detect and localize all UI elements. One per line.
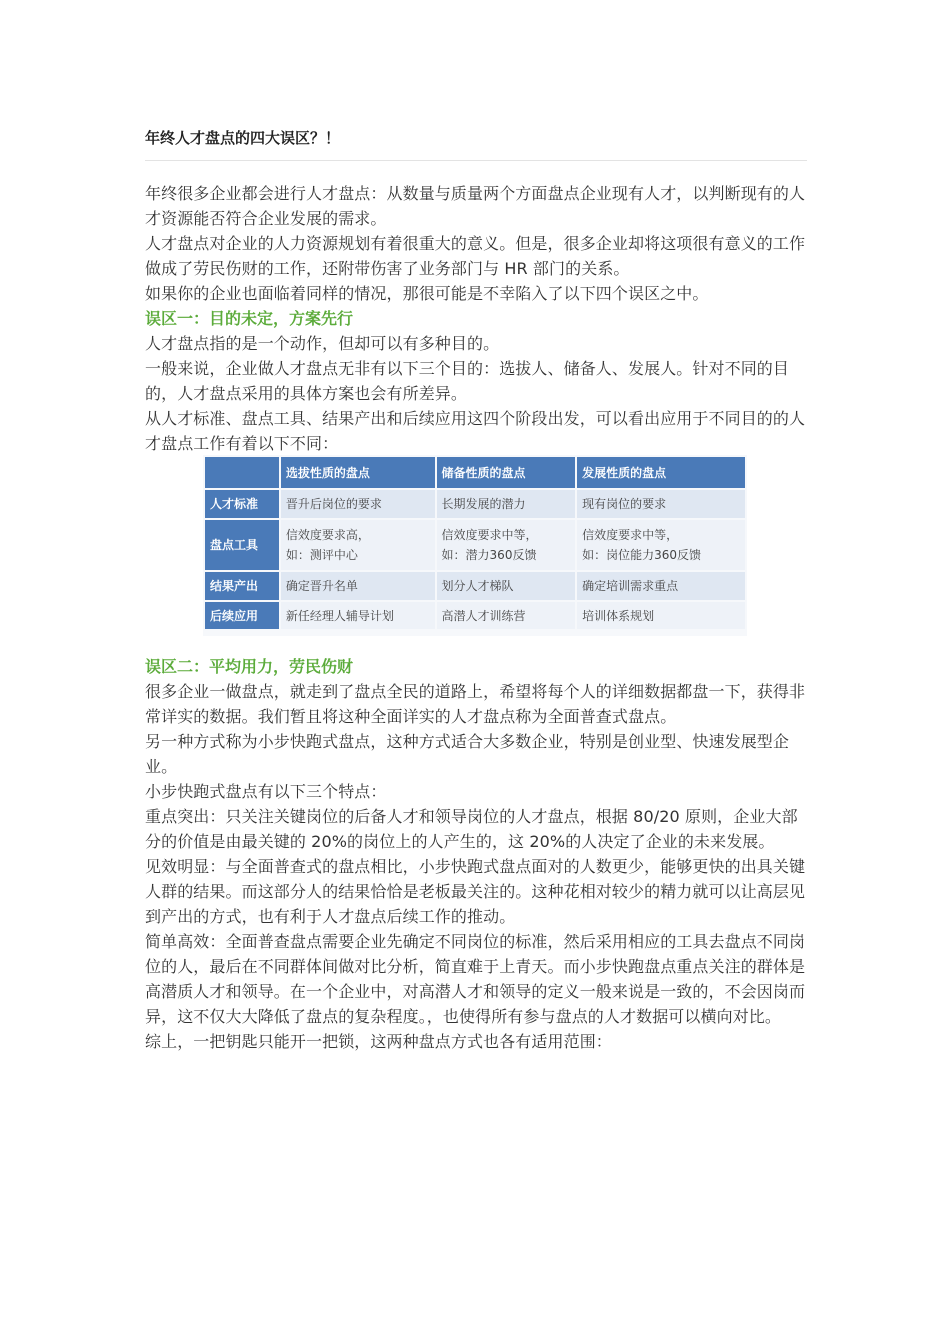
section2-heading: 误区二：平均用力，劳民伤财 — [145, 657, 354, 676]
table-cell — [577, 520, 745, 570]
cell-line: 信效度要求高， — [285, 528, 370, 542]
table-row — [205, 490, 745, 518]
comparison-table-image — [203, 455, 747, 636]
cell-line: 如：岗位能力360反馈 — [582, 548, 701, 562]
table-header: 发展性质的盘点 — [577, 457, 745, 488]
row-header: 人才标准 — [205, 490, 279, 518]
table-row — [205, 602, 745, 629]
row-header: 后续应用 — [205, 602, 279, 629]
title-divider — [145, 160, 807, 161]
table-row — [205, 572, 745, 600]
section2-paragraph: 小步快跑式盘点有以下三个特点： — [145, 782, 387, 801]
section1-paragraph: 一般来说，企业做人才盘点无非有以下三个目的：选拔人、储备人、发展人。针对不同的目的，人才盘点采用的具体方案也会有所差异。 — [145, 359, 790, 403]
table-cell: 现有岗位的要求 — [577, 490, 745, 518]
row-header: 结果产出 — [205, 572, 279, 600]
table-cell — [437, 520, 576, 570]
section2-paragraph: 综上，一把钥匙只能开一把锁，这两种盘点方式也各有适用范围： — [145, 1032, 612, 1051]
table-row — [205, 520, 745, 570]
row-header: 盘点工具 — [205, 520, 279, 570]
table-header: 选拔性质的盘点 — [281, 457, 435, 488]
table-cell: 培训体系规划 — [577, 602, 745, 629]
intro-paragraph: 如果你的企业也面临着同样的情况，那很可能是不幸陷入了以下四个误区之中。 — [145, 284, 709, 303]
section2-paragraph: 另一种方式称为小步快跑式盘点，这种方式适合大多数企业，特别是创业型、快速发展型企业。 — [145, 732, 790, 776]
cell-line: 如：潜力360反馈 — [441, 548, 537, 562]
section2-paragraph: 简单高效：全面普查盘点需要企业先确定不同岗位的标准，然后采用相应的工具去盘点不同岗位的人，最后在不同群体间做对比分析，简直难于上青天。而小步快跑盘点重点关注的群体是高潜质人才和领导。在一个企业中，对高潜人才和领导的定义一般来说是一致的，不会因岗而异，这不仅大大降低了盘点的复杂程度。，也使得所有参与盘点的人才数据可以横向对比。 — [145, 932, 806, 1026]
cell-line: 如：测评中心 — [285, 548, 358, 562]
table-header-corner — [205, 457, 279, 488]
section1-paragraph: 从人才标准、盘点工具、结果产出和后续应用这四个阶段出发，可以看出应用于不同目的的人才盘点工作有着以下不同： — [145, 409, 806, 453]
section1-heading: 误区一：目的未定，方案先行 — [145, 309, 354, 328]
section2-paragraph: 见效明显：与全面普查式的盘点相比，小步快跑式盘点面对的人数更少，能够更快的出具关键人群的结果。而这部分人的结果恰恰是老板最关注的。这种花相对较少的精力就可以让高层见到产出的方式，也有利于人才盘点后续工作的推动。 — [145, 857, 806, 926]
cell-line: 信效度要求中等， — [582, 528, 679, 542]
table-cell: 确定晋升名单 — [281, 572, 435, 600]
table-cell: 高潜人才训练营 — [437, 602, 576, 629]
section2-paragraph: 很多企业一做盘点，就走到了盘点全民的道路上，希望将每个人的详细数据都盘一下，获得非常详实的数据。我们暂且将这种全面详实的人才盘点称为全面普查式盘点。 — [145, 682, 806, 726]
intro-paragraph: 人才盘点对企业的人力资源规划有着很重大的意义。但是，很多企业却将这项很有意义的工作做成了劳民伤财的工作，还附带伤害了业务部门与 HR 部门的关系。 — [145, 234, 806, 278]
table-cell: 长期发展的潜力 — [437, 490, 576, 518]
table-cell: 划分人才梯队 — [437, 572, 576, 600]
section1-paragraph: 人才盘点指的是一个动作，但却可以有多种目的。 — [145, 334, 500, 353]
intro-paragraph: 年终很多企业都会进行人才盘点：从数量与质量两个方面盘点企业现有人才，以判断现有的人才资源能否符合企业发展的需求。 — [145, 184, 806, 228]
section2 — [145, 654, 807, 1054]
table-header: 储备性质的盘点 — [437, 457, 576, 488]
section2-paragraph: 重点突出：只关注关键岗位的后备人才和领导岗位的人才盘点，根据 80/20 原则，企业大部分的价值是由最关键的 20%的岗位上的人产生的，这 20%的人决定了企业的未来发展。 — [145, 807, 798, 851]
table-cell: 确定培训需求重点 — [577, 572, 745, 600]
page-title: 年终人才盘点的四大误区？！ — [145, 129, 341, 147]
comparison-table — [203, 455, 747, 631]
table-cell — [281, 520, 435, 570]
cell-line: 信效度要求中等， — [441, 528, 538, 542]
table-cell: 晋升后岗位的要求 — [281, 490, 435, 518]
intro-section — [145, 181, 807, 456]
table-cell: 新任经理人辅导计划 — [281, 602, 435, 629]
